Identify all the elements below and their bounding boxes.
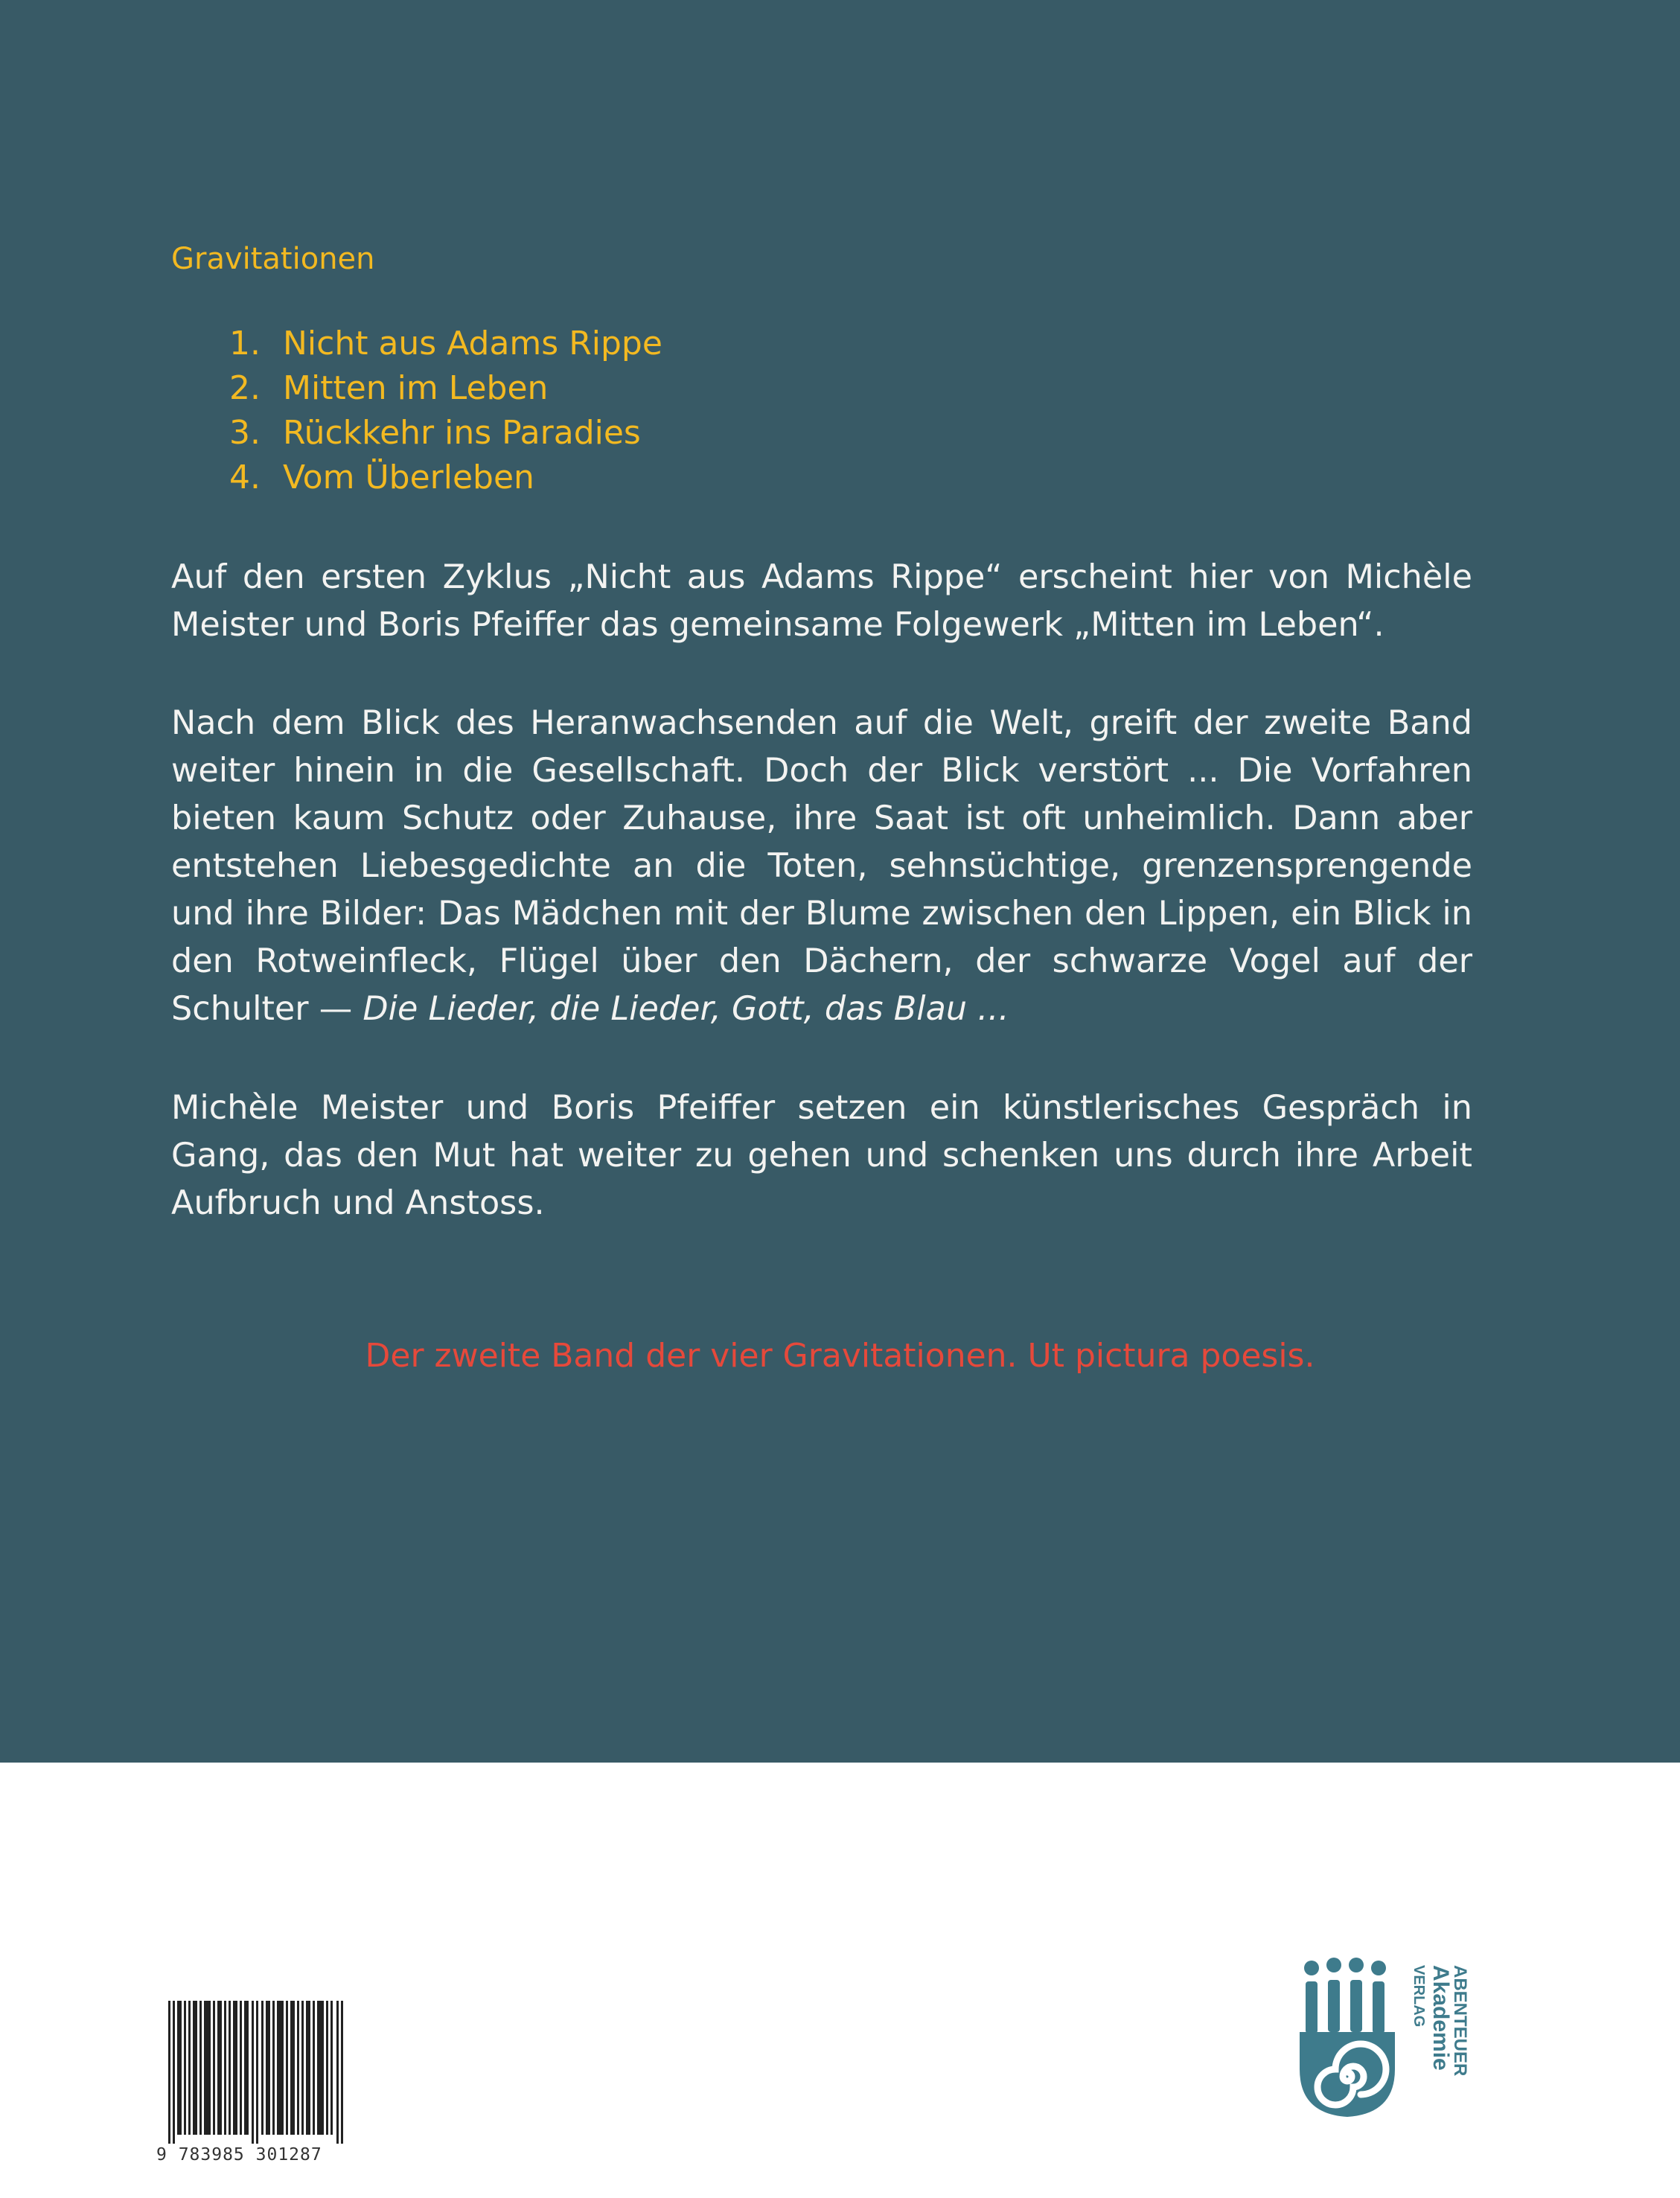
- hand-spiral-icon: [1300, 1958, 1395, 2117]
- isbn-barcode: [156, 2001, 350, 2172]
- volume-title: Rückkehr ins Paradies: [283, 414, 641, 452]
- volume-number: 3.: [229, 414, 261, 452]
- volume-number: 2.: [229, 369, 261, 407]
- logo-line-abenteuer: ABENTEUER: [1450, 1965, 1470, 2077]
- volume-item-4: [171, 456, 662, 500]
- logo-line-akademie: Akademie: [1428, 1965, 1453, 2071]
- volume-item-3: [171, 411, 662, 456]
- tagline: Der zweite Band der vier Gravitationen. Ut pictura poesis.: [365, 1337, 1315, 1375]
- volume-title: Mitten im Leben: [283, 369, 549, 407]
- publisher-logo: [1295, 1958, 1470, 2144]
- volume-title: Vom Überleben: [283, 459, 534, 496]
- blurb-paragraph-3: Michèle Meister und Boris Pfeiffer setzen ein künstlerisches Gespräch in Gang, das den Mut hat weiter zu gehen und schenken uns durch ihre Arbeit Aufbruch und Anstoss.: [171, 1089, 1472, 1222]
- barcode-bars-graphic: [168, 2001, 344, 2144]
- barcode-digits: 9 783985 301287: [156, 2145, 322, 2165]
- blurb-paragraph-2: [171, 700, 1472, 1033]
- volume-item-2: [171, 366, 662, 411]
- blurb-paragraph-1: Auf den ersten Zyklus „Nicht aus Adams Rippe“ erscheint hier von Michèle Meister und Boris Pfeiffer das gemeinsame Folgewerk „Mitten im Leben“.: [171, 558, 1472, 644]
- volume-list: [171, 322, 662, 500]
- volume-number: 1.: [229, 325, 261, 362]
- volume-title: Nicht aus Adams Rippe: [283, 325, 662, 362]
- blurb-paragraph-2-text: Nach dem Blick des Heranwachsenden auf die Welt, greift der zweite Band weiter hinein in die Gesellschaft. Doch der Blick verstört ... Die Vorfahren bieten kaum Schutz oder Zuhause, ihre Saat ist oft unheimlich. Dann aber entstehen Liebesgedichte an die Toten, sehnsüchtige, grenzensprengende und ihre Bilder: Das Mädchen mit der Blume zwischen den Lippen, ein Blick in den Rotweinfleck, Flügel über den Dächern, der schwarze Vogel auf der Schulter —: [171, 704, 1472, 1028]
- series-title: Gravitationen: [171, 242, 375, 276]
- blurb-paragraph-2-quote: Die Lieder, die Lieder, Gott, das Blau ...: [362, 990, 1009, 1028]
- volume-item-1: [171, 322, 662, 366]
- logo-line-verlag: VERLAG: [1411, 1965, 1427, 2028]
- volume-number: 4.: [229, 459, 261, 496]
